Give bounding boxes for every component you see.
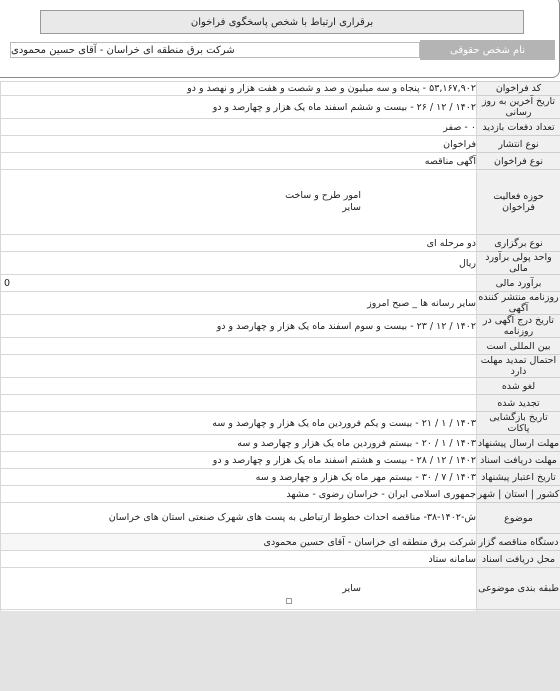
row-label: نوع فراخوان [477,153,560,170]
row-value: ۱۴۰۲ / ۱۲ / ۲۶ - بیست و ششم اسفند ماه یک هزار و چهارصد و دو [1,96,477,119]
detail-row-cancelled [1,378,560,395]
row-label: کد فراخوان [477,82,560,96]
tender-details-table [0,81,560,662]
row-label: تاریخ آخرین به روز رسانی [477,96,560,119]
row-label: تعداد دفعات بازدید [477,119,560,136]
row-label: کشور | استان | شهر [477,486,560,503]
row-value [1,338,477,355]
row-value: ش-۱۴۰۲-۳۸- مناقصه احداث خطوط ارتباطی به پست های شهرک صنعتی استان های خراسان [1,503,477,534]
row-value: ۱۴۰۳ / ۱ / ۲۱ - بیست و یکم فروردین ماه یک هزار و چهارصد و سه [1,412,477,435]
row-value: سایر رسانه ها _ صبح امروز [1,292,477,315]
row-label: نوع انتشار [477,136,560,153]
detail-row-publish-type [1,136,560,153]
row-label: بین المللی است [477,338,560,355]
row-label: محل دریافت اسناد [477,551,560,568]
detail-row-activity-field [1,170,560,235]
activity-line: امور طرح و ساخت [285,190,361,201]
row-label: تاریخ بازگشایی پاکات [477,412,560,435]
legal-entity-row [10,40,555,60]
row-value: 0 [1,275,477,292]
detail-row-estimate [1,275,560,292]
detail-row-holding-type [1,235,560,252]
row-value [1,395,477,412]
detail-row-newspaper [1,292,560,315]
detail-row-currency [1,252,560,275]
row-value: آگهی مناقصه [1,153,477,170]
row-label: مهلت ارسال پیشنهاد [477,435,560,452]
detail-row-call-type [1,153,560,170]
detail-row-category [1,568,560,610]
row-value: ریال [1,252,477,275]
row-value: ۱۴۰۲ / ۱۲ / ۲۳ - بیست و سوم اسفند ماه یک هزار و چهارصد و دو [1,315,477,338]
row-value: ۰ - صفر [1,119,477,136]
detail-row-international [1,338,560,355]
row-value: فراخوان [1,136,477,153]
detail-row-last-update [1,96,560,119]
row-value: سایر [1,568,477,610]
row-value: سامانه ستاد [1,551,477,568]
legal-entity-value: شرکت برق منطقه ای خراسان - آقای حسین محمودی [10,42,420,58]
row-label: روزنامه منتشر کننده آگهی [478,292,559,314]
detail-row-organizer [1,534,560,551]
separator-dot [286,598,292,604]
row-label: نوع برگزاری [477,235,560,252]
detail-row-opening-date [1,412,560,435]
legal-entity-label: نام شخص حقوقی [420,40,555,60]
detail-row-extension [1,355,560,378]
detail-row-renewed [1,395,560,412]
row-label: مهلت دریافت اسناد [477,452,560,469]
row-label: تجدید شده [477,395,560,412]
row-value: ۵۳,۱۶۷,۹۰۲ - پنجاه و سه میلیون و صد و شصت و هفت هزار و نهصد و دو [1,82,477,96]
detail-row-location [1,486,560,503]
row-label: دستگاه مناقصه گزار [477,534,560,551]
detail-row-visits [1,119,560,136]
detail-row-docs-location [1,551,560,568]
row-value: ۱۴۰۳ / ۱ / ۲۰ - بیستم فروردین ماه یک هزار و چهارصد و سه [1,435,477,452]
row-label: احتمال تمدید مهلت دارد [477,355,560,378]
detail-row-code [1,82,560,96]
row-label: تاریخ درج آگهی در روزنامه [477,315,560,338]
contact-panel-title: برقراری ارتباط با شخص پاسخگوی فراخوان [40,10,524,34]
page-footer [0,611,560,691]
detail-row-submit-deadline [1,435,560,452]
row-label: تاریخ اعتبار پیشنهاد [477,469,560,486]
detail-row-ad-date [1,315,560,338]
row-value [1,355,477,378]
detail-row-docs-deadline [1,452,560,469]
activity-line: سایر [342,202,361,213]
detail-row-subject [1,503,560,534]
row-label: واحد پولی برآورد مالی [477,252,560,275]
row-label: حوزه فعالیت فراخوان [477,170,560,235]
row-value [1,170,477,235]
row-value [1,378,477,395]
row-label: طبقه بندی موضوعی [477,568,560,610]
row-value: ۱۴۰۲ / ۱۲ / ۲۸ - بیست و هشتم اسفند ماه یک هزار و چهارصد و دو [1,452,477,469]
row-value: جمهوری اسلامی ایران - خراسان رضوی - مشهد [1,486,477,503]
row-label: برآورد مالی [477,275,560,292]
row-label: لغو شده [477,378,560,395]
detail-row-validity-date [1,469,560,486]
row-value: ۱۴۰۳ / ۷ / ۳۰ - بیستم مهر ماه یک هزار و چهارصد و سه [1,469,477,486]
row-value: دو مرحله ای [1,235,477,252]
row-label: موضوع [477,503,560,534]
row-value: شرکت برق منطقه ای خراسان - آقای حسین محمودی [1,534,477,551]
